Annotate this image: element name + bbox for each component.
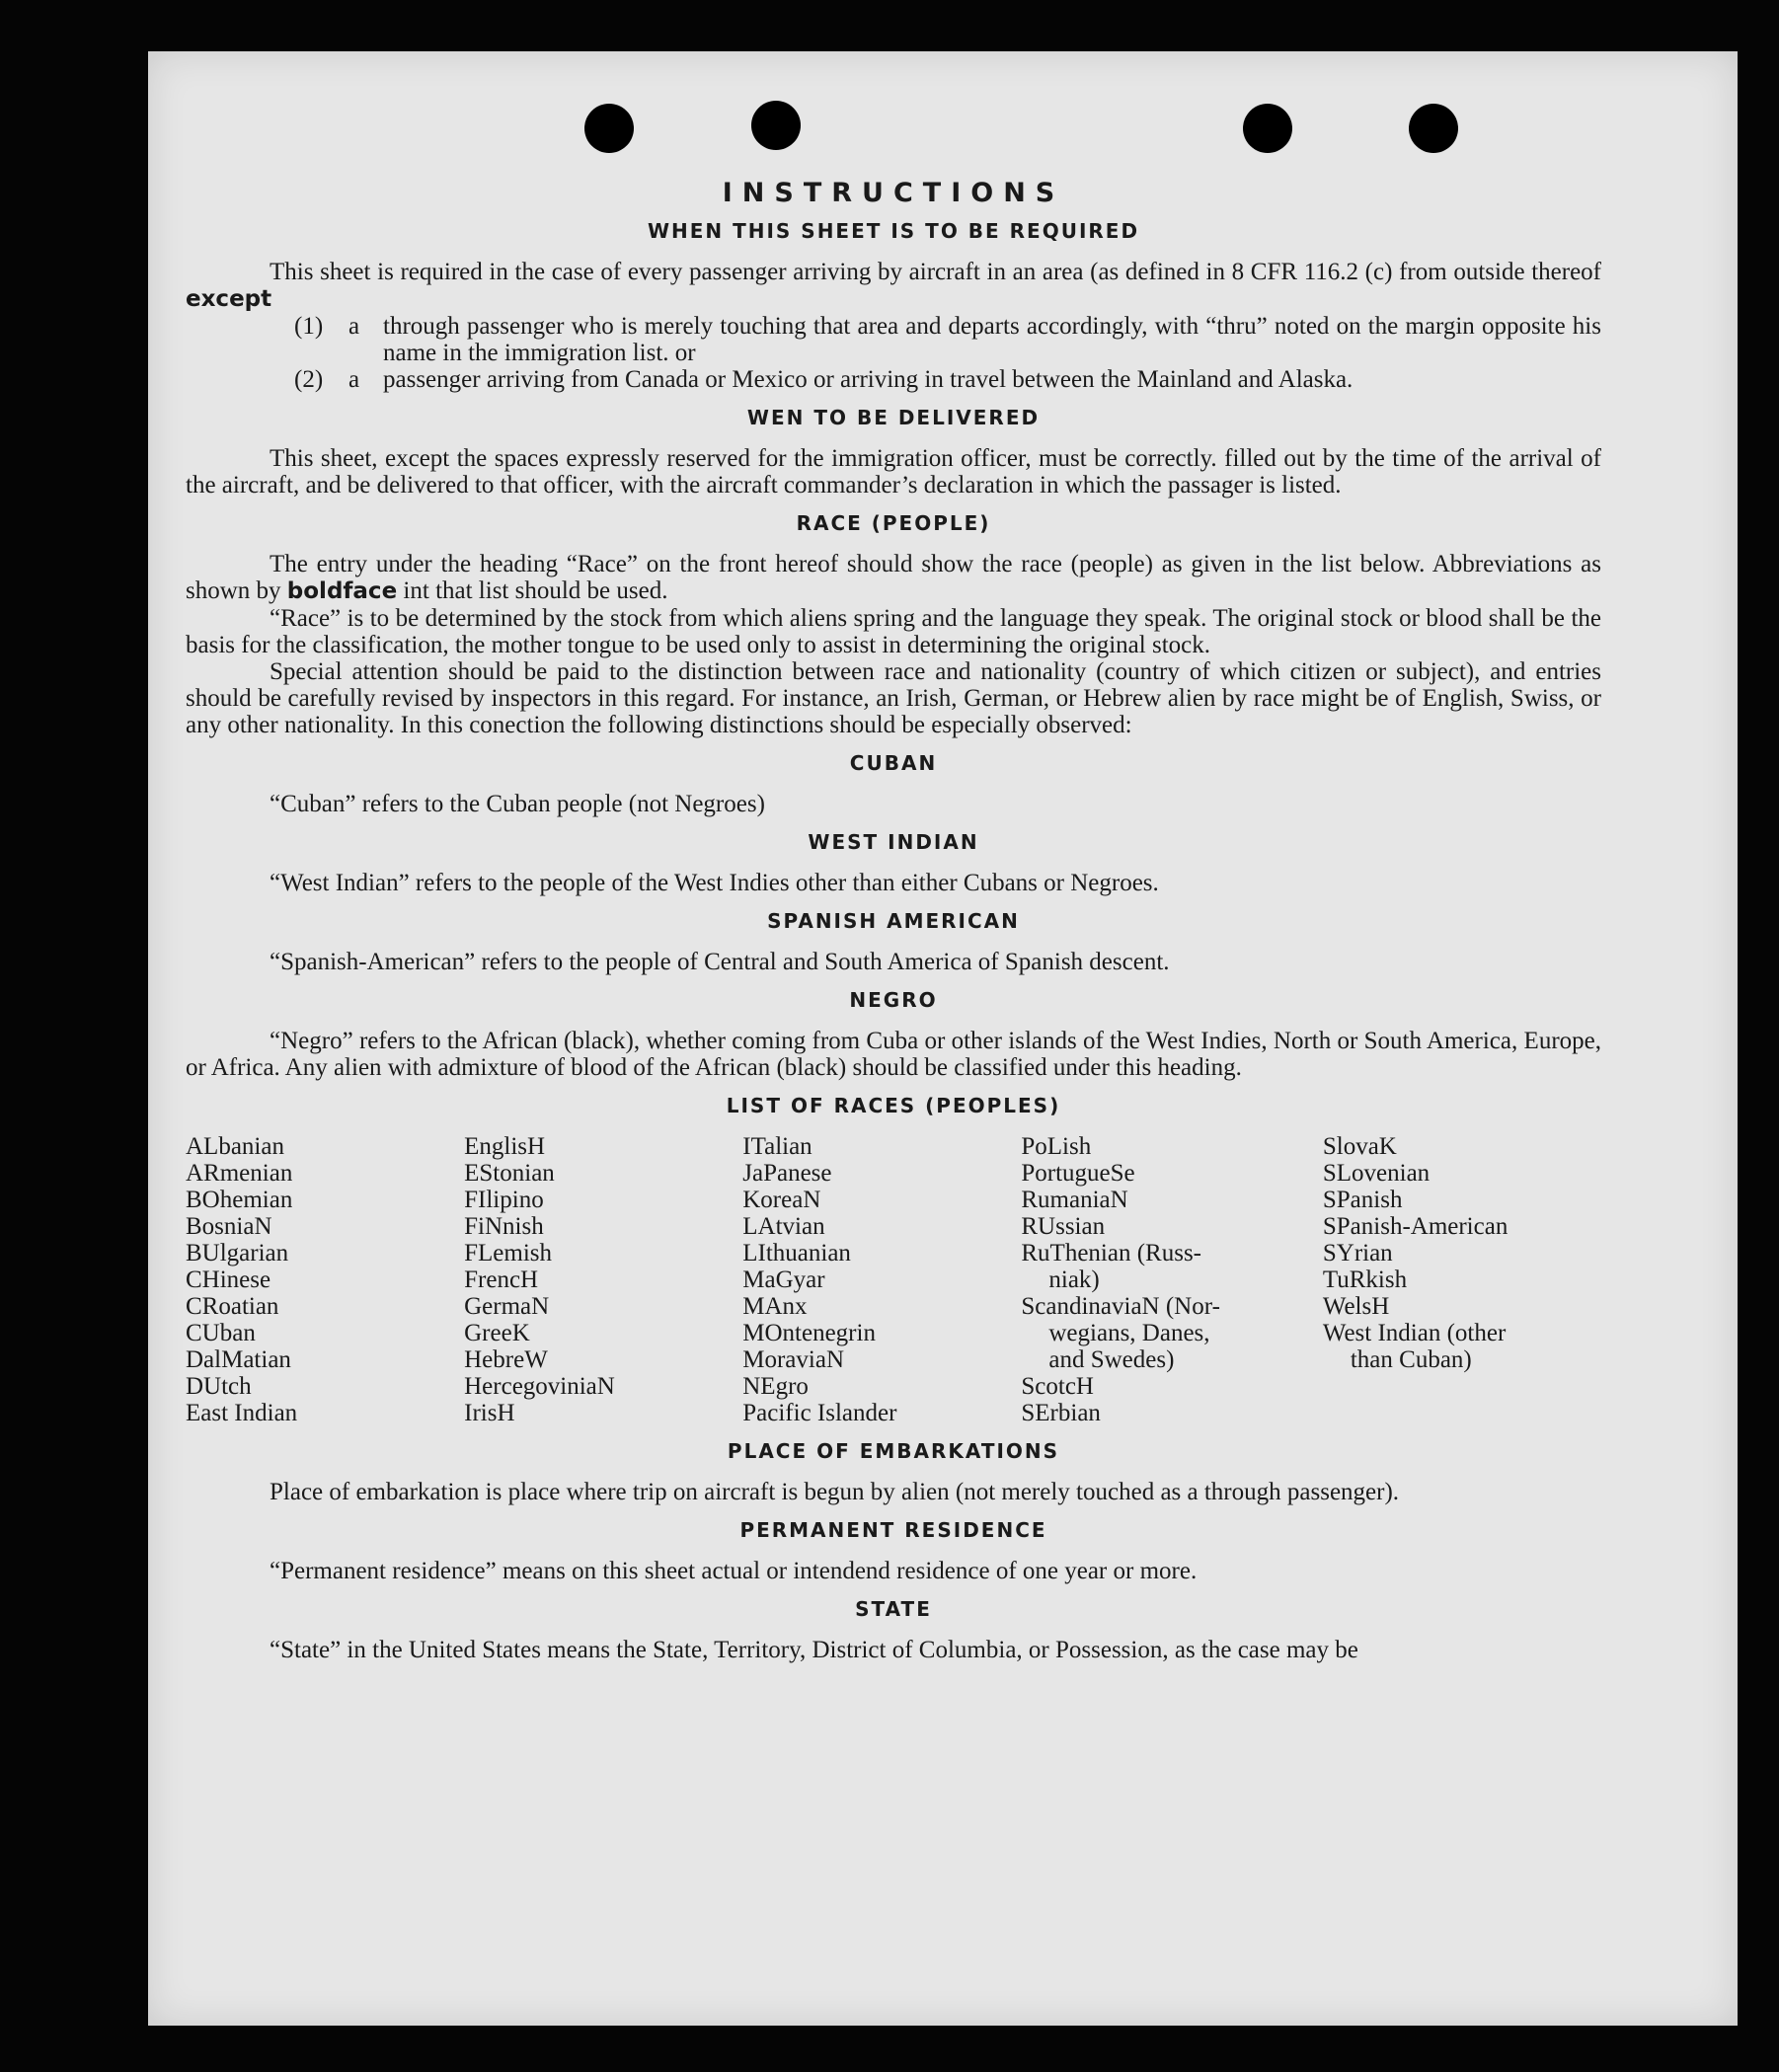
cuban-paragraph: “Cuban” refers to the Cuban people (not Negroes) [270, 791, 765, 817]
punch-hole-1 [584, 104, 634, 153]
race-entry: ALbanian [186, 1133, 284, 1160]
race-entry: SLovenian [1322, 1160, 1431, 1187]
embarkation-paragraph: Place of embarkation is place where trip on aircraft is begun by alien (not merely touched as a through passenger). [270, 1479, 1400, 1505]
race-entry: GermaN [464, 1293, 550, 1320]
race-entry: HebreW [464, 1346, 548, 1373]
race-entry: EStonian [464, 1160, 555, 1187]
punch-hole-2 [751, 101, 801, 150]
race-column-1 [186, 1133, 464, 1426]
race-entry: PortugueSe [1021, 1160, 1135, 1187]
instructions-content [186, 180, 1601, 1663]
race-entry: EnglisH [464, 1133, 546, 1160]
race-entry: RuThenian (Russ- [1021, 1240, 1201, 1266]
spanish-american-heading: SPANISH AMERICAN [767, 909, 1020, 933]
race-entry: NEgro [742, 1373, 809, 1400]
race-entry: wegians, Danes, [1048, 1320, 1210, 1346]
cuban-heading: CUBAN [849, 751, 938, 775]
document-sheet [148, 51, 1738, 2026]
race-column-5 [1323, 1133, 1601, 1426]
race-heading: RACE (PEOPLE) [796, 511, 991, 535]
race-column-2 [464, 1133, 742, 1426]
race-entry: CUban [186, 1320, 256, 1346]
required-intro [186, 259, 1601, 313]
race-entry: ScandinaviaN (Nor- [1021, 1293, 1220, 1320]
race-paragraph-1: The entry under the heading “Race” on the front hereof should show the race (people) as given in the list below. Abbreviations as shown by boldface int that list should be used. [186, 551, 1601, 604]
race-entry: MOntenegrin [742, 1320, 876, 1346]
race-entry: FLemish [464, 1240, 553, 1266]
race-entry: WelsH [1322, 1293, 1390, 1320]
race-list [186, 1133, 1601, 1426]
race-entry: SPanish-American [1322, 1213, 1508, 1240]
exception-item-1: (1) a through passenger who is merely touching that area and departs accordingly, with “thru” noted on the margin opposite his name in the immigration list. or [294, 313, 1601, 366]
race-entry: niak) [1048, 1266, 1100, 1293]
race-entry: ARmenian [186, 1160, 293, 1187]
race-paragraph-3: Special attention should be paid to the distinction between race and nationality (country of which citizen or subject), and entries should be carefully revised by inspectors in this regard. For instance, an Irish, German, or Hebrew alien by race might be of English, Swiss, or any other nationality. In this conection the following distinctions should be especially observed: [186, 658, 1601, 738]
race-entry: ScotcH [1021, 1373, 1094, 1400]
punch-hole-4 [1409, 104, 1458, 153]
west-indian-paragraph: “West Indian” refers to the people of the West Indies other than either Cubans or Negroes. [270, 870, 1159, 896]
negro-heading: NEGRO [849, 988, 938, 1012]
race-entry: East Indian [186, 1400, 298, 1426]
permanent-residence-heading: PERMANENT RESIDENCE [739, 1518, 1047, 1542]
race-entry: FrencH [464, 1266, 539, 1293]
race-entry: MaGyar [742, 1266, 825, 1293]
except-keyword: except [186, 286, 272, 312]
race-entry: KoreaN [742, 1187, 821, 1213]
race-entry: FIlipino [464, 1187, 544, 1213]
race-entry: LAtvian [742, 1213, 825, 1240]
race-entry: ITalian [742, 1133, 812, 1160]
race-entry: than Cuban) [1350, 1346, 1472, 1373]
race-entry: FiNnish [464, 1213, 544, 1240]
race-entry: MAnx [742, 1293, 808, 1320]
list-of-races-heading: LIST OF RACES (PEOPLES) [726, 1094, 1061, 1117]
when-required-heading: WHEN THIS SHEET IS TO BE REQUIRED [647, 219, 1140, 243]
west-indian-heading: WEST INDIAN [808, 830, 979, 854]
race-entry: DUtch [186, 1373, 252, 1400]
permanent-residence-paragraph: “Permanent residence” means on this sheet actual or intendend residence of one year or more. [270, 1558, 1198, 1584]
race-column-3 [742, 1133, 1021, 1426]
when-delivered-heading: WEN TO BE DELIVERED [746, 406, 1041, 429]
race-entry: IrisH [464, 1400, 515, 1426]
state-heading: STATE [855, 1597, 932, 1621]
race-entry: GreeK [464, 1320, 530, 1346]
boldface-keyword: boldface [286, 578, 398, 604]
race-entry: SYrian [1322, 1240, 1393, 1266]
race-paragraph-2: “Race” is to be determined by the stock from which aliens spring and the language they speak. The original stock or blood shall be the basis for the classification, the mother tongue to be used only to assist in determining the original stock. [186, 605, 1601, 658]
race-entry: CHinese [186, 1266, 271, 1293]
race-entry: BosniaN [186, 1213, 272, 1240]
race-entry: RUssian [1021, 1213, 1106, 1240]
exception-item-2: (2) a passenger arriving from Canada or Mexico or arriving in travel between the Mainland and Alaska. [294, 366, 1354, 393]
punch-hole-3 [1243, 104, 1292, 153]
negro-paragraph: “Negro” refers to the African (black), whether coming from Cuba or other islands of the West Indies, North or South America, Europe, or Africa. Any alien with admixture of blood of the African (black) should be classified under this heading. [186, 1028, 1601, 1081]
race-entry: BUlgarian [186, 1240, 289, 1266]
race-entry: SlovaK [1322, 1133, 1397, 1160]
race-entry: SErbian [1021, 1400, 1101, 1426]
spanish-american-paragraph: “Spanish-American” refers to the people of Central and South America of Spanish descent. [270, 949, 1170, 975]
required-intro-text: This sheet is required in the case of every passenger arriving by aircraft in an area (as defined in 8 CFR 116.2 (c) from outside thereof [270, 259, 1601, 285]
state-paragraph: “State” in the United States means the State, Territory, District of Columbia, or Possession, as the case may be [270, 1637, 1358, 1663]
race-entry: JaPanese [742, 1160, 832, 1187]
race-entry: SPanish [1322, 1187, 1403, 1213]
race-entry: BOhemian [186, 1187, 293, 1213]
race-entry: HercegoviniaN [464, 1373, 615, 1400]
embarkation-heading: PLACE OF EMBARKATIONS [727, 1439, 1060, 1463]
delivered-paragraph: This sheet, except the spaces expressly reserved for the immigration officer, must be correctly. filled out by the time of the arrival of the aircraft, and be delivered to that officer, with the aircraft commander’s declaration in which the passager is listed. [186, 445, 1601, 499]
race-entry: West Indian (other [1322, 1320, 1507, 1346]
race-entry: TuRkish [1322, 1266, 1408, 1293]
race-entry: Pacific Islander [742, 1400, 897, 1426]
race-entry: RumaniaN [1021, 1187, 1128, 1213]
race-entry: CRoatian [186, 1293, 279, 1320]
race-entry: DalMatian [186, 1346, 291, 1373]
race-entry: MoraviaN [742, 1346, 844, 1373]
instructions-title: INSTRUCTIONS [722, 178, 1065, 208]
race-entry: PoLish [1021, 1133, 1092, 1160]
race-column-4 [1021, 1133, 1322, 1426]
race-entry: LIthuanian [742, 1240, 851, 1266]
race-entry: and Swedes) [1048, 1346, 1175, 1373]
